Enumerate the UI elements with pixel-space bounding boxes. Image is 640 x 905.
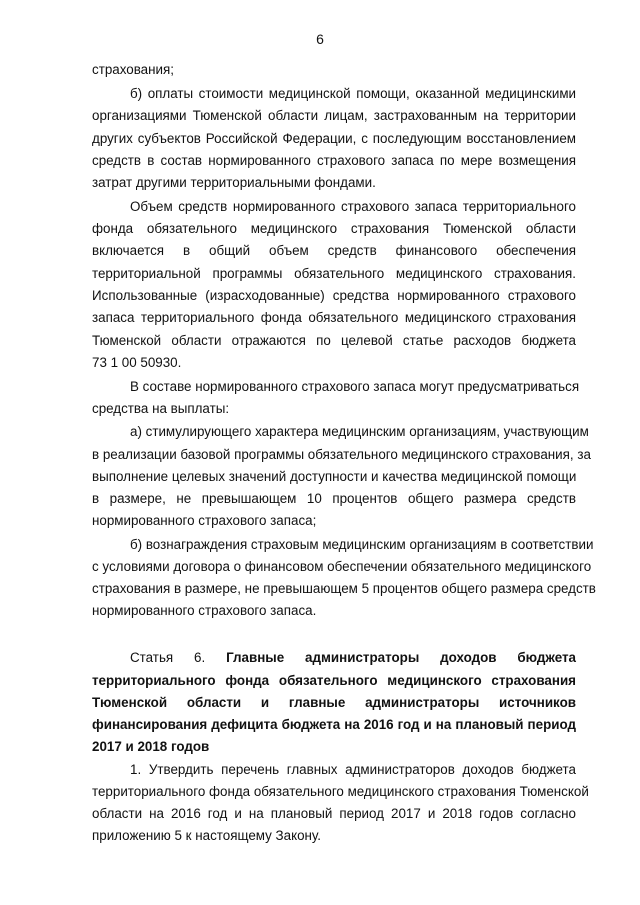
text-line: нормированного страхового запаса; — [92, 513, 317, 528]
article-title-line: финансирования дефицита бюджета на 2016 год и на плановый период — [92, 717, 576, 732]
text-line: в размере, не превышающем 10 процентов общего размера средств — [92, 491, 576, 506]
text-line: нормированного страхового запаса. — [92, 603, 317, 618]
page-number: 6 — [316, 31, 324, 47]
text-line: организациями Тюменской области лицам, застрахованным на территории — [92, 108, 576, 123]
article-prefix: Статья 6. — [130, 650, 227, 665]
text-line: Использованные (израсходованные) средства нормированного страхового — [92, 288, 576, 303]
text-line: выполнение целевых значений доступности и качества медицинской помощи — [92, 469, 577, 484]
text-line: других субъектов Российской Федерации, с последующим восстановлением — [92, 131, 576, 146]
text-line: средств в состав нормированного страхового запаса по мере возмещения — [92, 153, 576, 168]
text-line: фонда обязательного медицинского страхования Тюменской области — [92, 221, 576, 236]
text-line: территориальной программы обязательного медицинского страхования. — [92, 266, 576, 281]
text-line: В составе нормированного страхового запаса могут предусматриваться — [130, 379, 580, 394]
article-heading — [130, 650, 576, 666]
article-title-line: территориального фонда обязательного медицинского страхования — [92, 673, 576, 688]
text-line: б) вознаграждения страховым медицинским организациям в соответствии — [130, 537, 594, 552]
text-line: Объем средств нормированного страхового запаса территориального — [130, 199, 576, 214]
text-line: страхования; — [92, 62, 174, 77]
text-line: 73 1 00 50930. — [92, 355, 182, 370]
text-line: Тюменской области отражаются по целевой статье расходов бюджета — [92, 333, 576, 348]
text-line: запаса территориального фонда обязательного медицинского страхования — [92, 310, 576, 325]
text-line: затрат другими территориальными фондами. — [92, 175, 376, 190]
article-title-line: 2017 и 2018 годов — [92, 739, 210, 754]
text-line: средства на выплаты: — [92, 401, 230, 416]
text-line: страхования в размере, не превышающем 5 процентов общего размера средств — [92, 581, 596, 596]
text-line: включается в общий объем средств финансового обеспечения — [92, 243, 576, 258]
text-line: в реализации базовой программы обязательного медицинского страхования, за — [92, 447, 591, 462]
text-line: а) стимулирующего характера медицинским организациям, участвующим — [130, 424, 589, 439]
clause-line: приложению 5 к настоящему Закону. — [92, 828, 321, 843]
article-title: Главные администраторы доходов бюджета — [226, 650, 577, 665]
text-line: с условиями договора о финансовом обеспечении обязательного медицинского — [92, 559, 592, 574]
text-line: б) оплаты стоимости медицинской помощи, оказанной медицинскими — [130, 86, 576, 101]
clause-line: области на 2016 год и на плановый период 2017 и 2018 годов согласно — [92, 806, 576, 821]
article-title-line: Тюменской области и главные администраторы источников — [92, 695, 576, 710]
clause-line: территориального фонда обязательного медицинского страхования Тюменской — [92, 784, 589, 799]
clause-line: 1. Утвердить перечень главных администраторов доходов бюджета — [130, 762, 576, 777]
